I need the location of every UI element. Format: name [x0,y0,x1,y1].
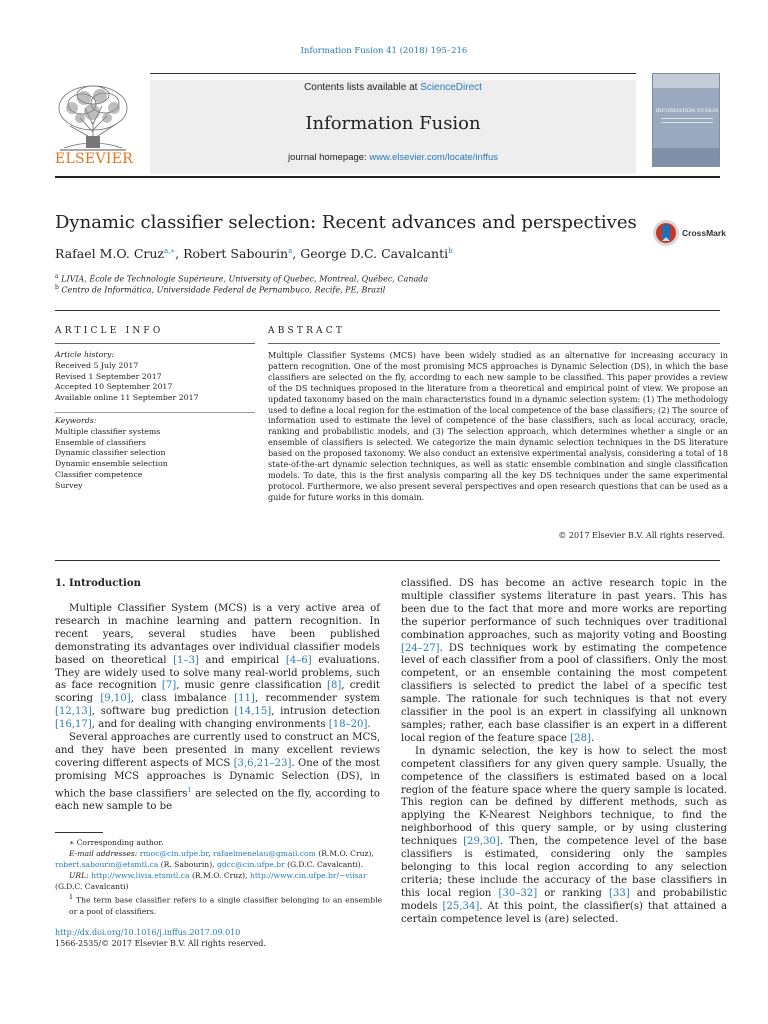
citation-link[interactable]: [28] [570,732,591,744]
author-list: Rafael M.O. Cruz$^{a,∗}$, Robert Sabourin$^a$, George D.C. Cavalcanti$^b$ [55,246,453,261]
citation-link[interactable]: [12,13] [55,706,92,718]
footnotes [55,837,382,917]
history-label: Article history: [55,350,115,359]
keyword: Multiple classifier systems [55,426,161,436]
url-link[interactable]: http://www.livia.etsmtl.ca [91,871,190,881]
sciencedirect-link[interactable]: ScienceDirect [420,82,482,93]
elsevier-wordmark: ELSEVIER [54,151,134,167]
keywords [55,416,255,492]
citation-link[interactable]: [16,17] [55,719,92,731]
history-date: Revised 1 September 2017 [55,371,162,381]
citation-link[interactable]: [29,30] [463,836,500,848]
keyword: Dynamic classifier selection [55,448,166,458]
url-owner: (R.M.O. Cruz), [189,871,248,881]
crossmark-icon [652,218,680,248]
journal-homepage [150,152,636,163]
paragraph: Several approaches are currently used to construct an MCS, and they have been presented in many excellent reviews covering different aspects of MCS [3,6,21–23]. One of the most promising MCS approaches is Dynamic Selection (DS), in which the base classifiers$^1$ are selected on the fly, according to each new sample to be [55,732,380,812]
section-heading: 1. Introduction [55,578,141,589]
citation-link[interactable]: [14,15] [234,706,272,718]
cover-bottom-band [653,148,719,166]
contents-line [150,82,636,93]
article-info-rule [55,343,255,344]
history-date: Received 5 July 2017 [55,360,139,370]
body-column-left [55,603,380,814]
article-info-rule [55,412,255,413]
affiliation [55,273,428,284]
citation-link[interactable]: [33] [608,887,630,899]
citation-link[interactable]: [24–27] [401,642,440,654]
cover-line [661,118,713,119]
article-history [55,350,255,404]
abstract-heading: ABSTRACT [268,326,346,336]
author-affiliation-mark[interactable]: a [288,246,293,255]
article-info-heading: ARTICLE INFO [55,326,164,336]
citation-link[interactable]: [1–3] [173,654,199,666]
affiliation-mark: b [55,284,59,291]
abstract-text: Multiple Classifier Systems (MCS) have been widely studied as an alternative for increasing accuracy in pattern recognition. One of the most promising MCS approaches is Dynamic Selection (DS), in which the base classifiers are selected on the fly, according to each new sample to be classified. This paper provides a review of the DS techniques proposed in the literature from a theoretical and empirical point of view. We propose an updated taxonomy based on the main characteristics found in a dynamic selection system: (1) The methodology used to define a local region for the estimation of the local competence of the base classifiers; (2) The source of information used to estimate the level of competence of the base classifiers, such as local accuracy, oracle, ranking and probabilistic models, and (3) The selection approach, which determines whether a single or an ensemble of classifiers is selected. We categorize the main dynamic selection techniques in the DS literature based on the proposed taxonomy. We also conduct an extensive experimental analysis, considering a total of 18 state-of-the-art dynamic selection techniques, as well as static ensemble combination and single classification models. To date, this is the first analysis comparing all the key DS techniques under the same experimental protocol. Furthermore, we also present several perspectives and open research questions that can be used as a guide for future works in this domain. [268,350,728,502]
cover-title: INFORMATION FUSION [655,108,719,114]
author-affiliation-mark[interactable]: b [448,246,453,255]
crossmark-badge[interactable] [652,218,732,248]
homepage-prefix: journal homepage: [287,152,370,163]
footnote-mark: ∗ [69,838,75,847]
header-top-rule [150,73,636,74]
footnote-corresponding [55,837,382,848]
header-bottom-rule [55,176,720,178]
abstract-rule [268,343,720,344]
keyword: Survey [55,480,83,490]
footnote-1 [55,892,382,917]
paper-title: Dynamic classifier selection: Recent advances and perspectives [55,212,637,233]
email-owner: (R. Sabourin), [158,860,217,870]
doi-block [55,927,266,949]
homepage-link[interactable]: www.elsevier.com/locate/inffus [369,152,498,163]
keyword: Ensemble of classifiers [55,437,146,447]
footnote-ref[interactable]: 1 [187,785,192,794]
author-name[interactable]: Robert Sabourin [183,246,289,261]
paragraph: Multiple Classifier System (MCS) is a very active area of research in machine learning and pattern recognition. In recent years, several studies have been published demonstrating its advantages over individual classifier models based on theoretical [1–3] and empirical [4–6] evaluations. They are widely used to solve many real-world problems, such as face recognition [7], music genre classification [8], credit scoring [9,10], class imbalance [11], recommender system [12,13], software bug prediction [14,15], intrusion detection [16,17], and for dealing with changing environments [18–20]. [55,603,381,731]
email-link[interactable]: robert.sabourin@etsmtl.ca [55,860,159,870]
keyword: Classifier competence [55,469,143,479]
history-date: Available online 11 September 2017 [55,393,199,403]
journal-cover-thumbnail[interactable] [652,73,720,167]
body-column-right [401,578,727,926]
footnote-urls [55,870,382,881]
email-link[interactable]: rafaelmenelau@gmail.com [213,849,316,859]
email-owner: (G.D.C. Cavalcanti). [284,860,364,870]
citation-link[interactable]: [7] [161,680,177,692]
citation-link[interactable]: [25,34] [442,900,480,912]
author-affiliation-mark[interactable]: a,∗ [164,246,176,255]
cover-top-band [653,74,719,88]
citation-link[interactable]: [3,6,21–23] [233,757,292,769]
section-rule [55,310,720,311]
doi-link[interactable]: http://dx.doi.org/10.1016/j.inffus.2017.09.010 [55,928,241,937]
crossmark-label: CrossMark [682,228,726,238]
citation-link[interactable]: [11] [234,693,255,705]
citation-link[interactable]: [18–20] [328,719,368,731]
footnote-text: Corresponding author. [76,838,164,847]
cover-line [661,122,713,123]
keyword: Dynamic ensemble selection [55,459,168,469]
journal-reference[interactable]: Information Fusion 41 (2018) 195–216 [300,46,468,56]
footnote-emails-cont [55,859,382,870]
keywords-label: Keywords: [55,416,97,425]
footnote-text: The term base classifier refers to a single classifier belonging to an ensemble or a pool of classifiers. [69,896,382,917]
affiliation [55,284,385,295]
footnote-urls-cont: (G.D.C. Cavalcanti) [55,882,129,892]
section-rule [55,560,720,561]
footnote-rule [55,832,103,833]
history-date: Accepted 10 September 2017 [55,382,173,392]
citation-link[interactable]: [4–6] [285,654,312,666]
paragraph: In dynamic selection, the key is how to select the most competent classifiers for any given query sample. Usually, the competence of the classifiers is estimated based on a local region of the feature space where the query sample is located. This region can be defined by different methods, such as applying the K-Nearest Neighbors technique, to find the neighborhood of this query sample, or by using clustering techniques [29,30]. Then, the competence level of the base classifiers is estimated, considering only the samples belonging to this local region according to any selection criteria; these include the accuracy of the base classifiers in this local region [30–32] or ranking [33] and probabilistic models [25,34]. At this point, the classifier(s) that attained a certain competence level is (are) selected. [401,745,728,925]
email-link[interactable]: gdcc@cin.ufpe.br [216,860,285,870]
affiliation-text: LIVIA, École de Technologie Supérieure, University of Quebec, Montreal, Québec, Canada [61,274,429,284]
affiliation-text: Centro de Informática, Universidade Federal de Pernambuco, Recife, PE, Brazil [61,285,386,295]
journal-name: Information Fusion [305,113,481,134]
footnote-mark: 1 [69,894,74,902]
citation-link[interactable]: [8] [327,680,342,692]
paragraph: classified. DS has become an active research topic in the multiple classifier systems literature in past years. This has been due to the fact that more and more works are reporting the superior performance of such techniques over traditional combination approaches, such as majority voting and Boosting [24–27]. DS techniques work by estimating the competence level of each classifier from a pool of classifiers. Only the most competent, or an ensemble containing the most competent classifiers is selected to predict the label of a specific test sample. The rationale for such techniques is that not every classifier in the pool is an expert in classifying all unknown samples; rather, each base classifier is an expert in a different local region of the feature space [28]. [401,578,727,744]
issn-copyright: 1566-2535/© 2017 Elsevier B.V. All rights reserved. [55,939,266,948]
abstract-copyright: © 2017 Elsevier B.V. All rights reserved. [558,530,725,540]
email-owner: (R.M.O. Cruz), [315,849,374,859]
footnote-emails: E-mail addresses: rmoc@cin.ufpe.br, rafaelmenelau@gmail.com (R.M.O. Cruz), [69,849,374,859]
url-link[interactable]: http://www.cin.ufpe.br/~viisar [249,871,367,881]
citation-link[interactable]: [30–32] [498,887,538,899]
citation-link[interactable]: [9,10] [100,693,131,705]
email-label: E-mail addresses: [69,849,138,859]
url-label: URL: [69,871,89,881]
email-link[interactable]: rmoc@cin.ufpe.br [139,849,209,859]
author-name[interactable]: George D.C. Cavalcanti [300,246,449,261]
author-name[interactable]: Rafael M.O. Cruz [55,246,165,261]
affiliation-mark: a [55,273,59,280]
contents-prefix: Contents lists available at [304,82,421,93]
